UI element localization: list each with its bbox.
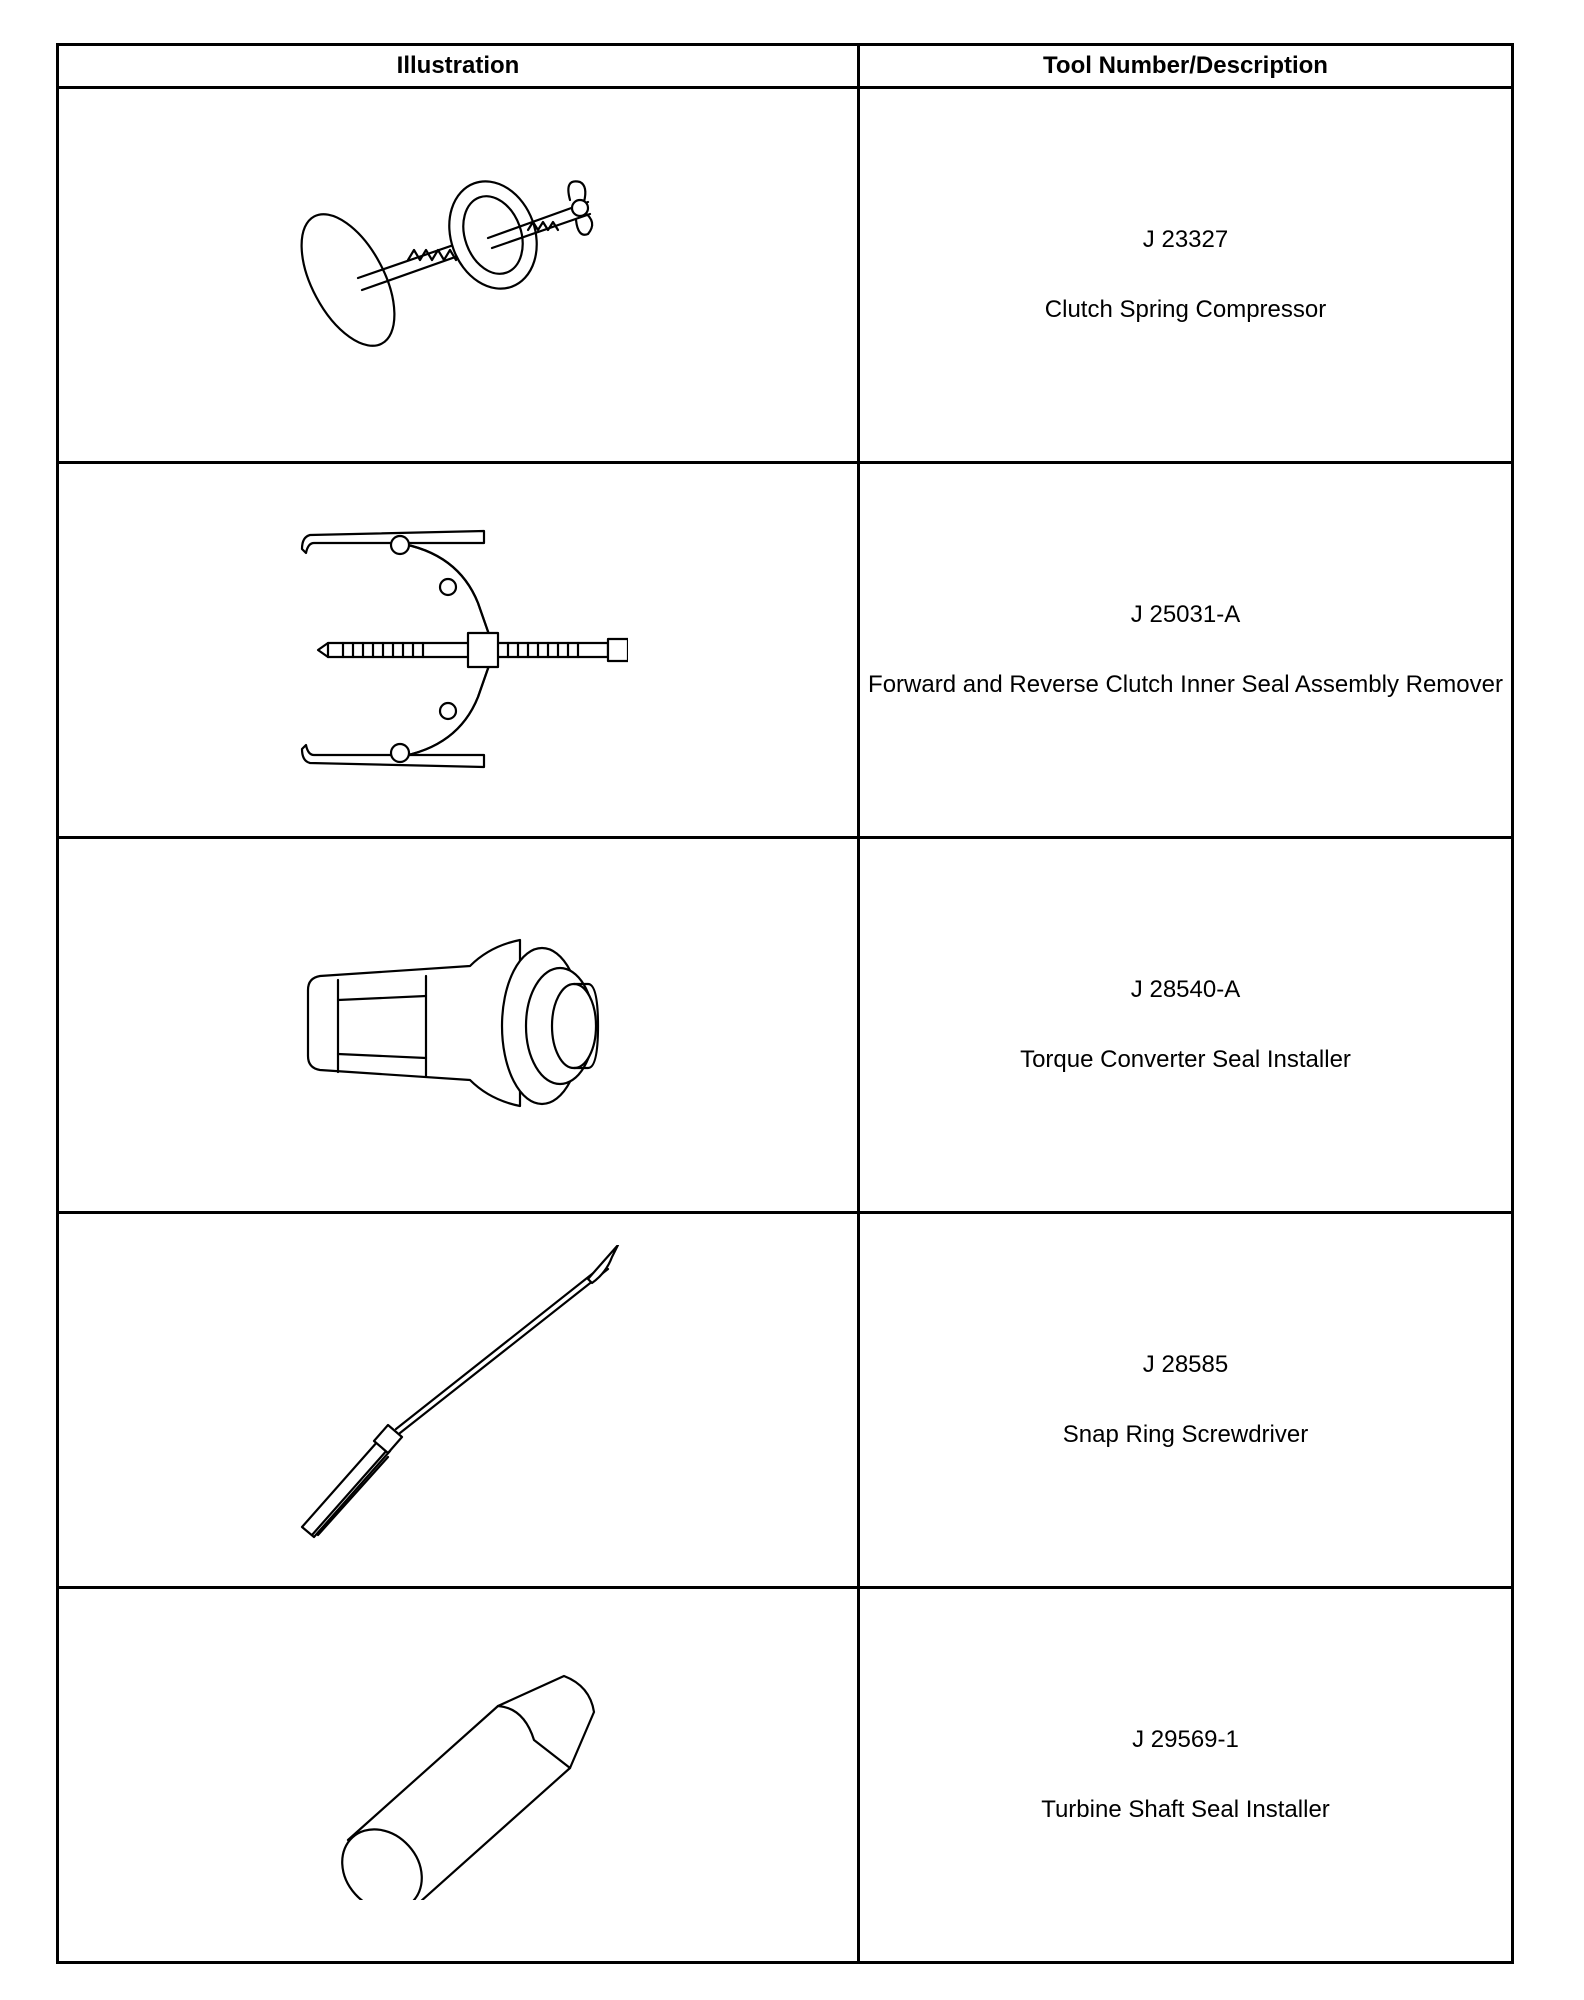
table-row — [59, 839, 1511, 1214]
tool-number: J 28540-A — [1130, 976, 1241, 1003]
torque-converter-seal-installer-icon — [288, 930, 628, 1120]
tool-description: Clutch Spring Compressor — [1044, 296, 1327, 323]
tool-description-cell — [860, 89, 1511, 461]
seal-assembly-remover-icon — [288, 515, 628, 785]
tool-number: J 25031-A — [1130, 601, 1241, 628]
snap-ring-screwdriver-icon — [288, 1245, 628, 1555]
illustration-cell — [59, 1589, 860, 1961]
tool-column-header: Tool Number/Description — [1043, 52, 1328, 79]
tool-number: J 29569-1 — [1132, 1726, 1239, 1753]
tool-number: J 28585 — [1142, 1351, 1229, 1378]
tool-description: Forward and Reverse Clutch Inner Seal Assembly Remover — [868, 671, 1503, 698]
illustration-cell — [59, 464, 860, 836]
tool-description: Snap Ring Screwdriver — [1062, 1421, 1309, 1448]
table-row — [59, 1589, 1511, 1961]
illustration-column-header: Illustration — [59, 46, 860, 86]
illustration-cell — [59, 89, 860, 461]
illustration-cell — [59, 839, 860, 1211]
table-row — [59, 464, 1511, 839]
illustration-cell — [59, 1214, 860, 1586]
tool-description-cell — [860, 1214, 1511, 1586]
special-tools-table — [56, 43, 1514, 1964]
tool-description-cell — [860, 1589, 1511, 1961]
table-row — [59, 89, 1511, 464]
tool-description-cell — [860, 839, 1511, 1211]
tool-description-cell — [860, 464, 1511, 836]
tool-number: J 23327 — [1142, 226, 1229, 253]
clutch-spring-compressor-icon — [288, 160, 628, 390]
table-row — [59, 1214, 1511, 1589]
tool-description: Turbine Shaft Seal Installer — [1041, 1796, 1330, 1823]
turbine-shaft-seal-installer-icon — [308, 1650, 608, 1900]
table-header-row — [59, 46, 1511, 89]
tool-description: Torque Converter Seal Installer — [1020, 1046, 1351, 1073]
